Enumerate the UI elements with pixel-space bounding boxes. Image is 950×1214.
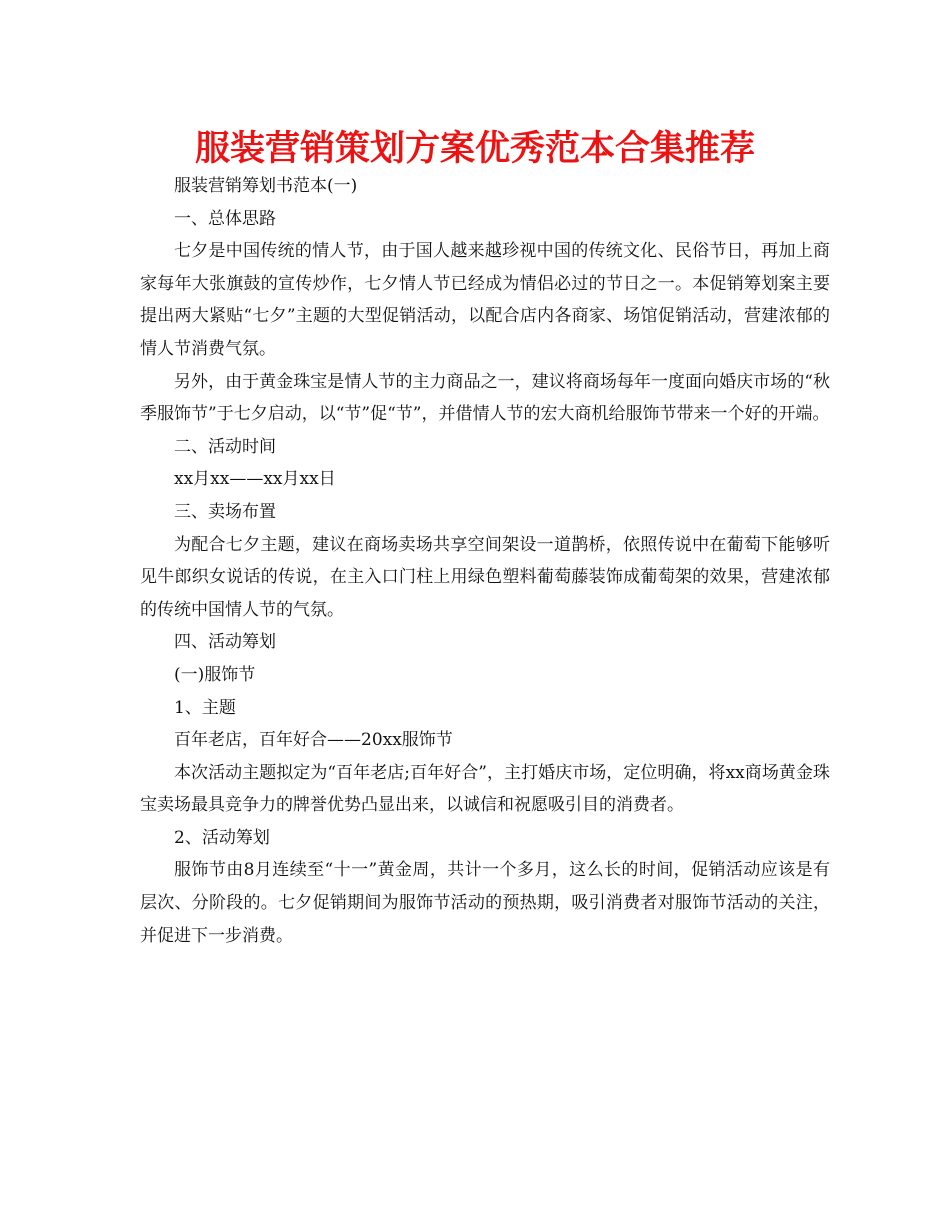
paragraph-qixi-intro: 七夕是中国传统的情人节，由于国人越来越珍视中国的传统文化、民俗节日，再加上商家每年大张旗鼓的宣传炒作，七夕情人节已经成为情侣必过的节日之一。本促销筹划案主要提出两大紧贴“七夕”主题的大型促销活动，以配合店内各商家、场馆促销活动，营建浓郁的情人节消费气氛。: [140, 241, 830, 359]
item-activity-planning: 2、活动筹划: [174, 827, 270, 848]
section-subtitle: 服装营销筹划书范本(一): [174, 176, 358, 196]
heading-activity-planning: 四、活动筹划: [174, 632, 276, 653]
heading-overall-idea: 一、总体思路: [174, 208, 276, 229]
heading-store-layout: 三、卖场布置: [174, 501, 276, 522]
paragraph-jewelry-festival: 另外，由于黄金珠宝是情人节的主力商品之一，建议将商场每年一度面向婚庆市场的“秋季服饰节”于七夕启动，以“节”促“节”，并借情人节的宏大商机给服饰节带来一个好的开端。: [140, 371, 830, 425]
paragraph-magpie-bridge: 为配合七夕主题，建议在商场卖场共享空间架设一道鹊桥，依照传说中在葡萄下能够听见牛郎织女说话的传说，在主入口门柱上用绿色塑料葡萄藤装饰成葡萄架的效果，营建浓郁的传统中国情人节的气氛。: [140, 534, 830, 620]
heading-activity-time: 二、活动时间: [174, 436, 276, 457]
document-title: 服装营销策划方案优秀范本合集推荐: [194, 129, 755, 169]
document-body: [140, 170, 830, 952]
activity-date-range: xx月xx——xx月xx日: [174, 469, 336, 490]
subheading-fashion-festival: (一)服饰节: [174, 664, 256, 685]
item-theme: 1、主题: [174, 697, 236, 718]
paragraph-theme-description: 本次活动主题拟定为“百年老店;百年好合”，主打婚庆市场，定位明确，将xx商场黄金珠宝卖场最具竞争力的牌誉优势凸显出来，以诚信和祝愿吸引目的消费者。: [140, 762, 830, 816]
paragraph-festival-schedule: 服饰节由8月连续至“十一”黄金周，共计一个多月，这么长的时间，促销活动应该是有层次、分阶段的。七夕促销期间为服饰节活动的预热期，吸引消费者对服饰节活动的关注，并促进下一步消费。: [140, 860, 830, 946]
theme-slogan: 百年老店，百年好合——20xx服饰节: [174, 730, 453, 751]
